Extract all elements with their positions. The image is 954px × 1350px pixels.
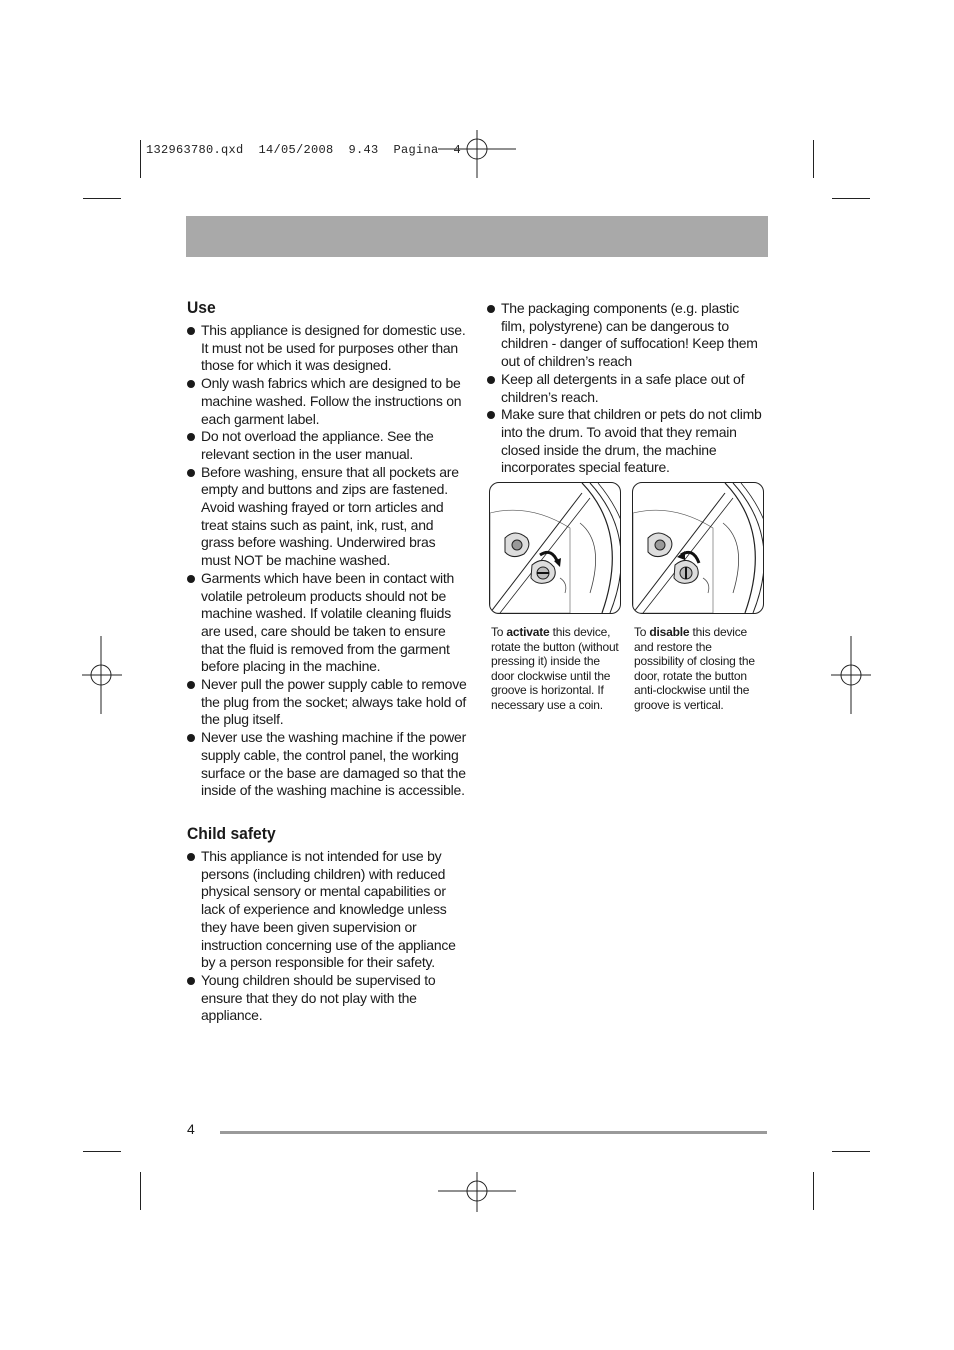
list-item: Young children should be supervised to ensure that they do not play with the appliance. xyxy=(187,972,467,1025)
disable-illustration xyxy=(632,482,764,614)
list-item: Do not overload the appliance. See the relevant section in the user manual. xyxy=(187,428,467,463)
list-item: This appliance is designed for domestic use. It must not be used for purposes other than those for which it was designed. xyxy=(187,322,467,375)
child-safety-heading: Child safety xyxy=(187,823,276,843)
registration-mark-top-icon xyxy=(438,130,516,178)
list-item: This appliance is not intended for use by persons (including children) with reduced physical sensory or mental capabilities or lack of experience and knowledge unless they have been given supervision or instruction concerning use of the appliance by a person responsible for their safety. xyxy=(187,848,467,972)
door-lock-activate-icon xyxy=(490,483,620,613)
list-item: Keep all detergents in a safe place out of children’s reach. xyxy=(487,371,767,406)
list-item: Before washing, ensure that all pockets are empty and buttons and zips are fastened. Avoid washing frayed or torn articles and treat stains such as paint, ink, rust, and grass before washing. Underwired bras must NOT be machine washed. xyxy=(187,464,467,570)
page-number: 4 xyxy=(187,1121,195,1137)
left-column xyxy=(187,298,467,1025)
list-item: Garments which have been in contact with volatile petroleum products should not be machine washed. If volatile cleaning fluids are used, care should be taken to ensure that the fluid is removed from the garment before placing in the machine. xyxy=(187,570,467,676)
registration-mark-bottom-icon xyxy=(438,1172,516,1212)
file-slug: 132963780.qxd 14/05/2008 9.43 Pagina 4 xyxy=(146,143,462,157)
right-column xyxy=(487,300,767,477)
list-item: Never pull the power supply cable to remove the plug from the socket; always take hold of the plug itself. xyxy=(187,676,467,729)
right-list xyxy=(487,300,767,477)
footer-rule xyxy=(220,1131,767,1134)
list-item: Make sure that children or pets do not climb into the drum. To avoid that they remain closed inside the drum, the machine incorporates special feature. xyxy=(487,406,767,477)
registration-mark-left-icon xyxy=(82,636,122,714)
activate-illustration xyxy=(489,482,621,614)
list-item: Never use the washing machine if the power supply cable, the control panel, the working surface or the base are damaged so that the inside of the washing machine is accessible. xyxy=(187,729,467,800)
list-item: Only wash fabrics which are designed to be machine washed. Follow the instructions on each garment label. xyxy=(187,375,467,428)
use-list xyxy=(187,322,467,800)
activate-caption: To activate this device, rotate the button (without pressing it) inside the door clockwise until the groove is horizontal. If necessary use a coin. xyxy=(491,625,619,712)
list-item: The packaging components (e.g. plastic film, polystyrene) can be dangerous to children - danger of suffocation! Keep them out of children’s reach xyxy=(487,300,767,371)
header-bar xyxy=(186,216,768,257)
use-heading: Use xyxy=(187,298,216,317)
registration-mark-right-icon xyxy=(831,636,871,714)
child-safety-list xyxy=(187,848,467,1025)
child-safety-section xyxy=(187,824,467,1025)
door-lock-disable-icon xyxy=(633,483,763,613)
disable-caption: To disable this device and restore the possibility of closing the door, rotate the button anti-clockwise until the groove is vertical. xyxy=(634,625,755,712)
